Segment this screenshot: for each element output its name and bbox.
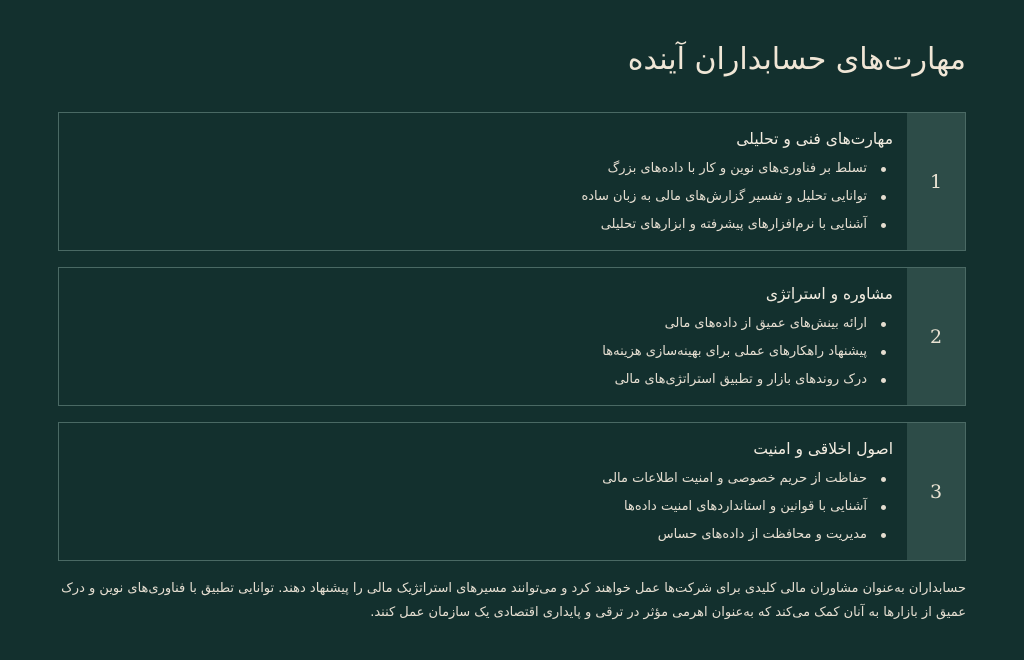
skill-cards — [58, 112, 966, 561]
bullet-icon — [881, 533, 886, 538]
list-item — [73, 183, 893, 211]
list-item — [73, 310, 893, 338]
bullet-icon — [881, 322, 886, 327]
summary-paragraph: حسابداران به‌عنوان مشاوران مالی کلیدی برای شرکت‌ها عمل خواهند کرد و می‌توانند مسیرهای استراتژیک مالی را پیشنهاد دهند. توانایی تطبیق با فناوری‌های نوین و درک عمیق از بازارها به آنان کمک می‌کند که به‌عنوان اهرمی مؤثر در ترقی و پایداری اقتصادی یک سازمان عمل کنند. — [61, 581, 966, 620]
card-title: مشاوره و استراتژی — [765, 285, 893, 303]
bullet-icon — [881, 477, 886, 482]
list-item-text: آشنایی با نرم‌افزارهای پیشرفته و ابزارهای تحلیلی — [600, 217, 867, 232]
card-content — [59, 113, 907, 250]
list-item-text: توانایی تحلیل و تفسیر گزارش‌های مالی به زبان ساده — [581, 189, 867, 204]
card-number: 1 — [907, 113, 965, 250]
bullet-list — [73, 310, 893, 394]
bullet-list — [73, 465, 893, 549]
list-item — [73, 211, 893, 239]
card-title: اصول اخلاقی و امنیت — [753, 440, 893, 458]
page-title: مهارت‌های حسابداران آینده — [627, 42, 966, 77]
list-item — [73, 465, 893, 493]
list-item — [73, 338, 893, 366]
list-item-text: مدیریت و محافظت از داده‌های حساس — [657, 527, 867, 542]
list-item — [73, 493, 893, 521]
list-item — [73, 521, 893, 549]
card-content — [59, 423, 907, 560]
skill-card-2 — [58, 267, 966, 406]
bullet-icon — [881, 505, 886, 510]
list-item-text: پیشنهاد راهکارهای عملی برای بهینه‌سازی هزینه‌ها — [602, 344, 867, 359]
bullet-list — [73, 155, 893, 239]
list-item-text: حفاظت از حریم خصوصی و امنیت اطلاعات مالی — [602, 471, 867, 486]
bullet-icon — [881, 223, 886, 228]
list-item — [73, 155, 893, 183]
card-title: مهارت‌های فنی و تحلیلی — [736, 130, 893, 148]
list-item-text: آشنایی با قوانین و استانداردهای امنیت داده‌ها — [624, 499, 867, 514]
skill-card-1 — [58, 112, 966, 251]
list-item-text: ارائه بینش‌های عمیق از داده‌های مالی — [664, 316, 867, 331]
skill-card-3 — [58, 422, 966, 561]
bullet-icon — [881, 350, 886, 355]
list-item-text: تسلط بر فناوری‌های نوین و کار با داده‌های بزرگ — [607, 161, 867, 176]
list-item — [73, 366, 893, 394]
card-number: 2 — [907, 268, 965, 405]
bullet-icon — [881, 167, 886, 172]
card-content — [59, 268, 907, 405]
bullet-icon — [881, 378, 886, 383]
list-item-text: درک روندهای بازار و تطبیق استراتژی‌های مالی — [614, 372, 867, 387]
bullet-icon — [881, 195, 886, 200]
card-number: 3 — [907, 423, 965, 560]
